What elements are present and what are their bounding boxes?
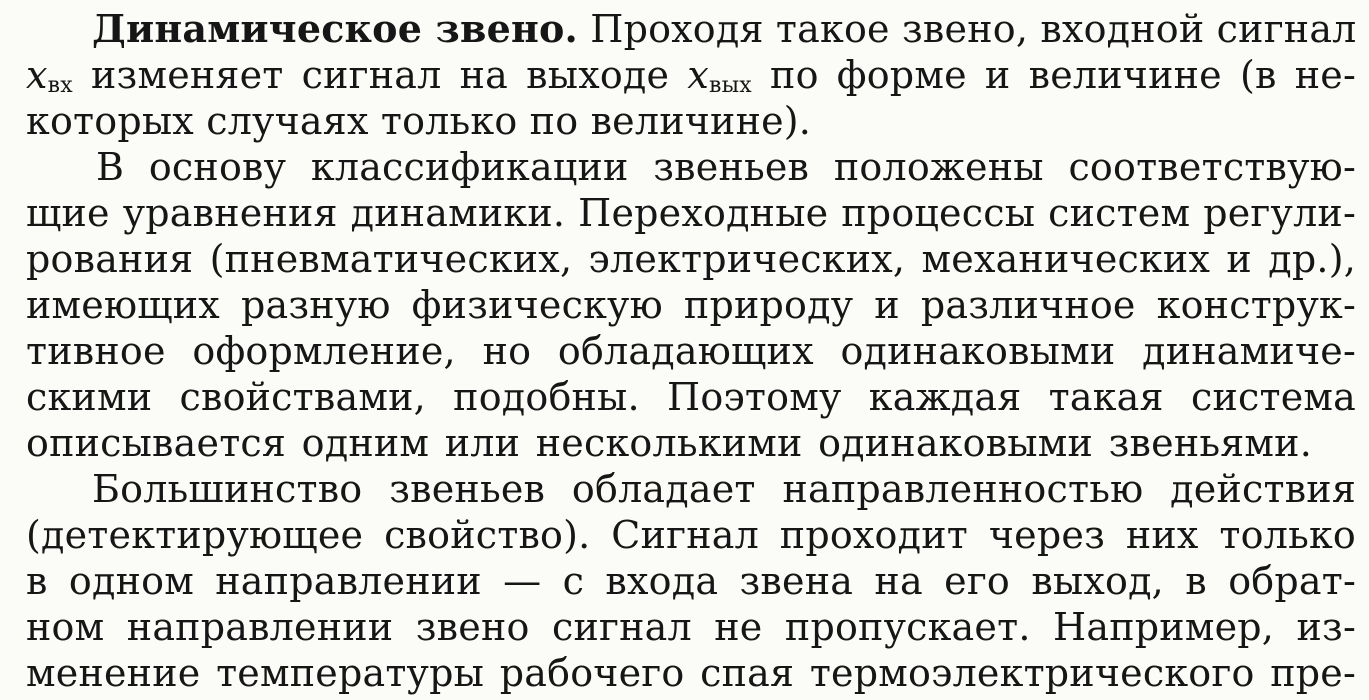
text-line-4: [96, 144, 1356, 190]
text-line-3: [26, 98, 811, 144]
text-line-8: [26, 328, 1356, 374]
line-text: рования (пневматических, электрических, механических и др.),: [26, 237, 1356, 281]
line-text: Большинство звеньев обладает направленностью действия: [92, 467, 1356, 511]
text-line-12: [26, 512, 1356, 558]
line-text: изменяет сигнал на выходе: [72, 53, 688, 97]
line-text: Проходя такое звено, входной сигнал: [577, 7, 1357, 51]
line-text: описывается одним или несколькими одинаковыми звеньями.: [26, 421, 1312, 465]
text-line-14: [26, 604, 1356, 650]
text-line-6: [26, 236, 1356, 282]
line-text: в одном направлении — с входа звена на его выход, в обрат-: [26, 559, 1356, 603]
section-heading: Динамическое звено.: [92, 6, 578, 51]
line-text: (детектирующее свойство). Сигнал проходит через них только: [26, 513, 1356, 557]
line-text: тивное оформление, но обладающих одинаковыми динамиче-: [26, 329, 1356, 373]
text-line-10: [26, 420, 1312, 466]
line-text: менение температуры рабочего спая термоэлектрического пре-: [26, 651, 1356, 695]
text-line-1: [92, 6, 1356, 52]
text-line-9: [26, 374, 1356, 420]
line-text: скими свойствами, подобны. Поэтому каждая такая система: [26, 375, 1356, 419]
text-line-15: [26, 650, 1356, 696]
text-line-7: [26, 282, 1356, 328]
variable-x: x: [26, 53, 48, 97]
text-line-13: [26, 558, 1356, 604]
line-text: имеющих разную физическую природу и различное конструк-: [26, 283, 1356, 327]
text-line-11: [92, 466, 1356, 512]
text-line-5: [26, 190, 1356, 236]
line-text: которых случаях только по величине).: [26, 99, 812, 143]
line-text: щие уравнения динамики. Переходные процессы систем регули-: [26, 191, 1356, 235]
line-text-continued: по форме и величине (в не-: [751, 53, 1356, 97]
subscript-input: вх: [47, 73, 73, 98]
subscript-output: вых: [708, 73, 752, 98]
variable-x-output: x: [687, 53, 709, 97]
line-text: В основу классификации звеньев положены соответствую-: [96, 145, 1356, 189]
line-text: ном направлении звено сигнал не пропускает. Например, из-: [26, 605, 1356, 649]
